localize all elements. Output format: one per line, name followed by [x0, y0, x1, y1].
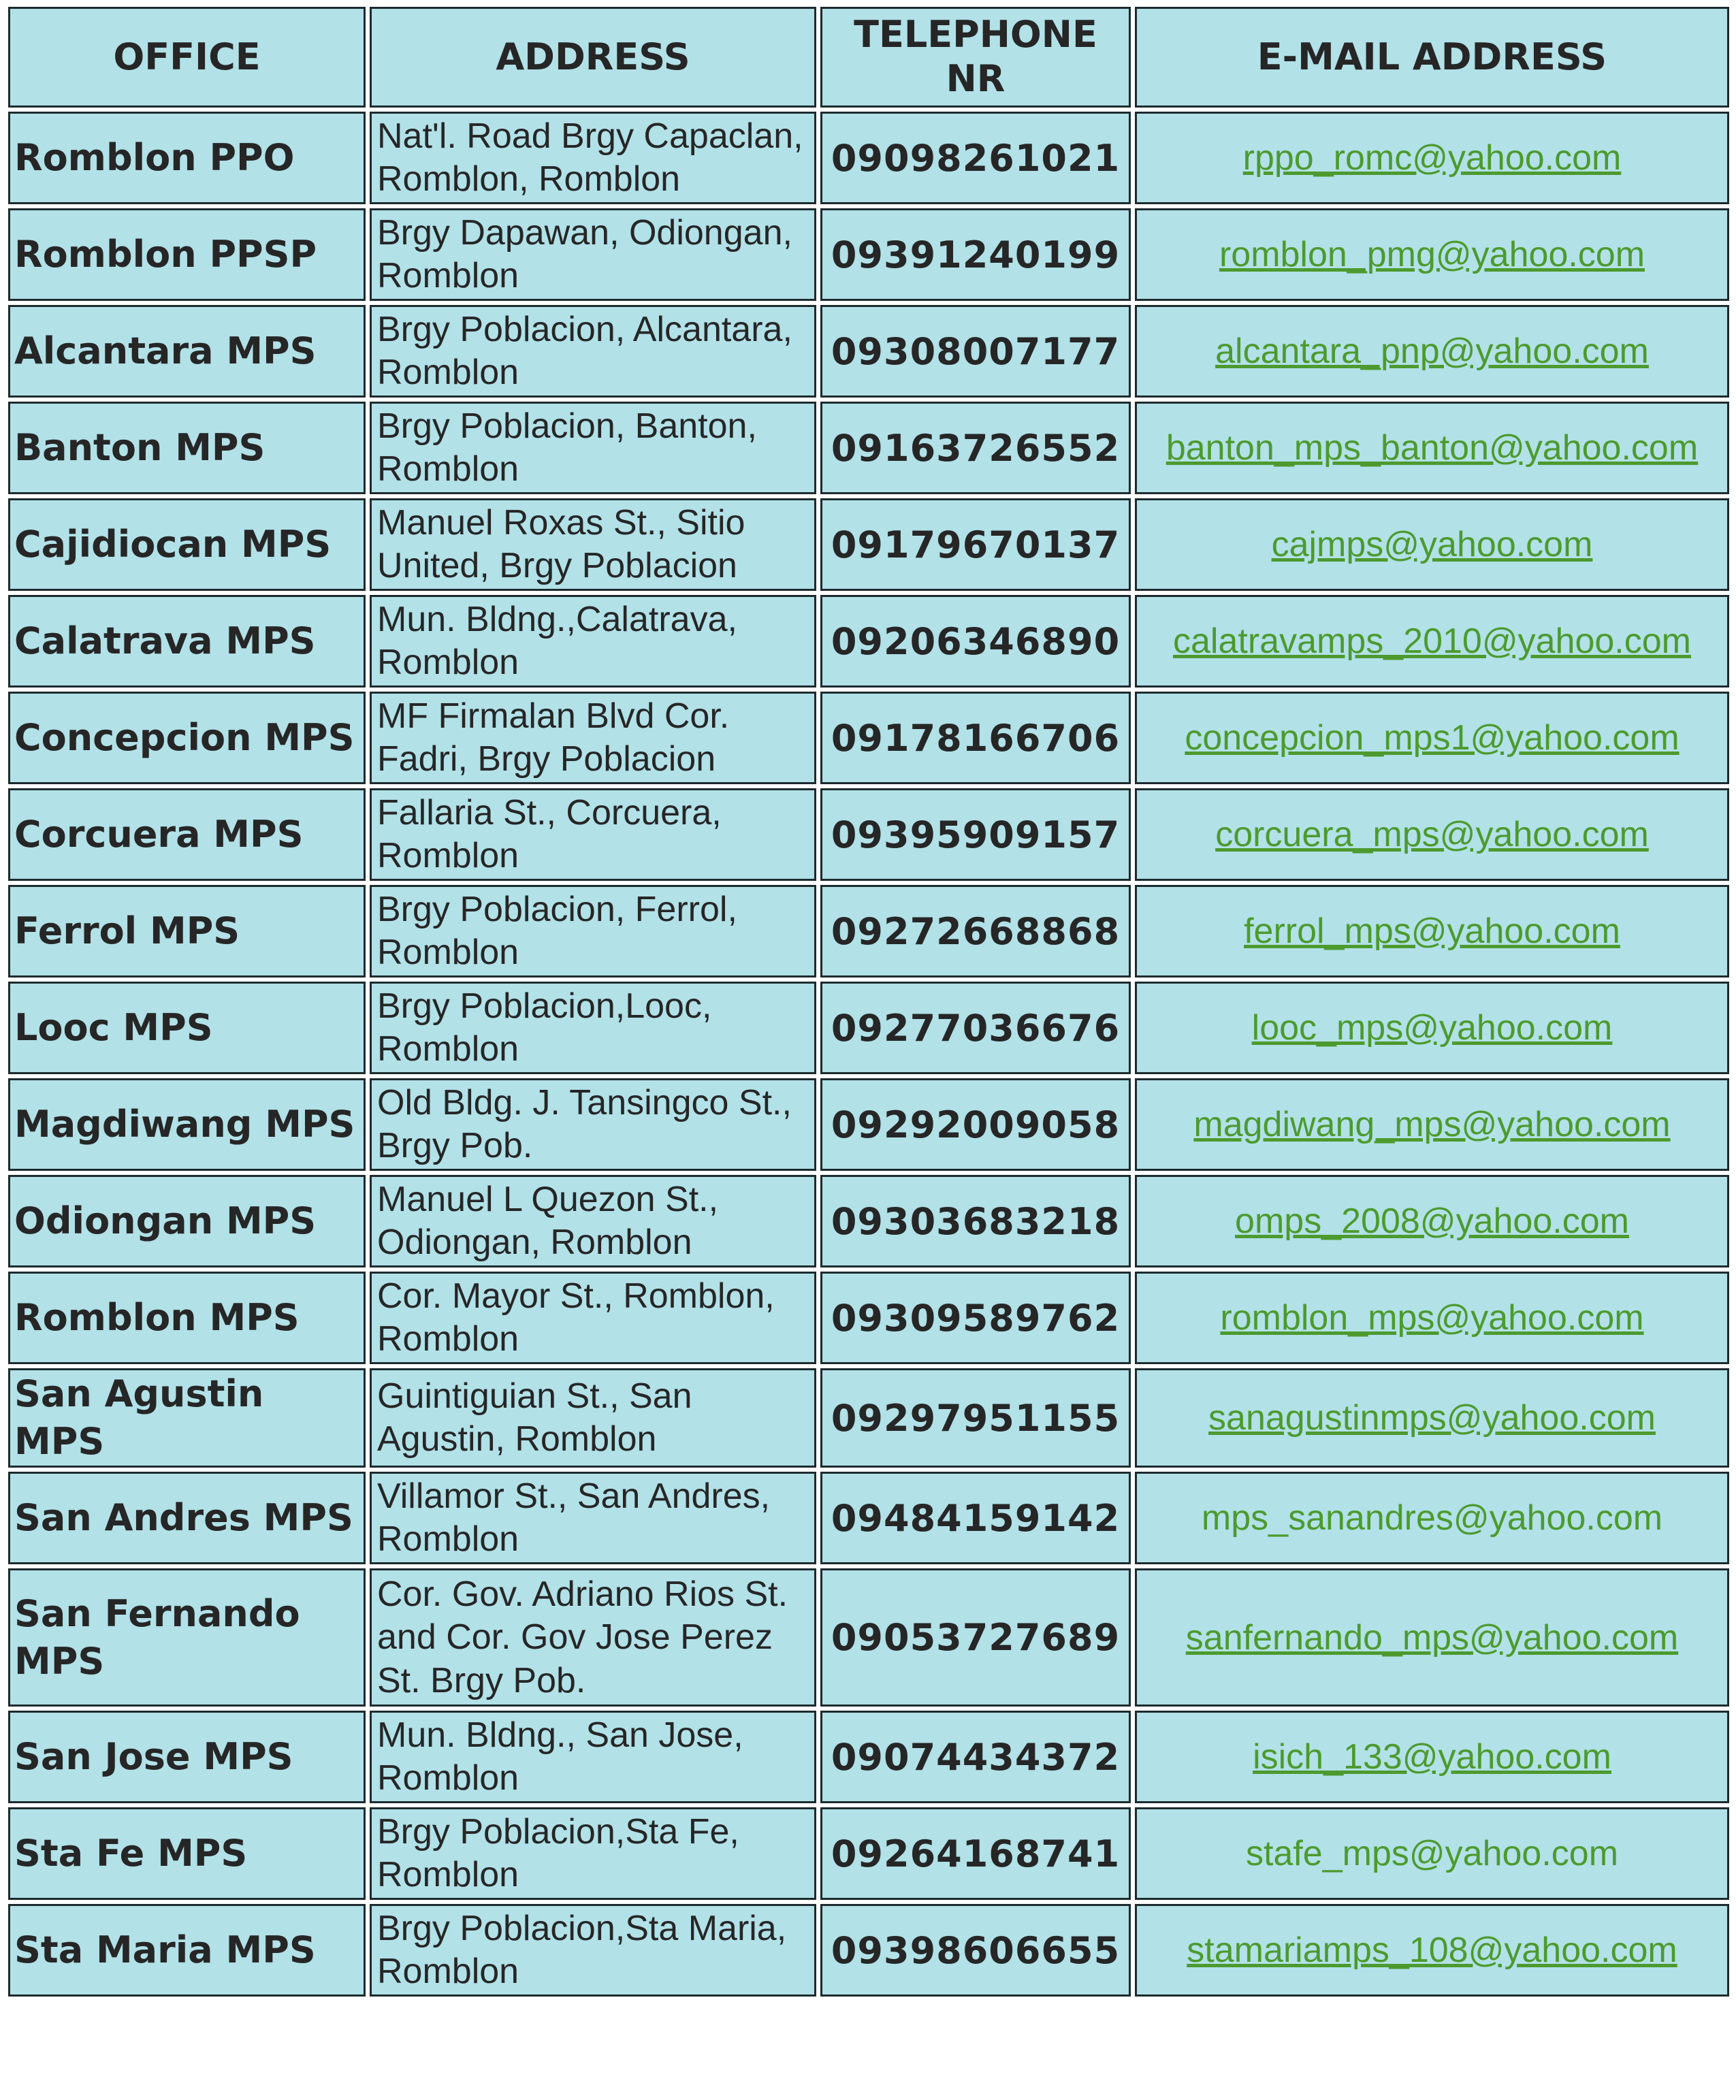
email-cell: [1135, 982, 1729, 1074]
address-cell: Brgy Poblacion,Sta Fe, Romblon: [370, 1807, 816, 1900]
office-name-cell: Magdiwang MPS: [8, 1078, 366, 1171]
telephone-cell: 09391240199: [820, 208, 1131, 301]
telephone-cell: 09303683218: [820, 1175, 1131, 1267]
email-text: stafe_mps@yahoo.com: [1245, 1834, 1619, 1874]
telephone-cell: 09292009058: [820, 1078, 1131, 1171]
telephone-cell: 09098261021: [820, 112, 1131, 204]
email-cell: [1135, 208, 1729, 301]
email-cell: [1135, 1272, 1729, 1364]
office-name-cell: Ferrol MPS: [8, 885, 366, 978]
email-cell: [1135, 305, 1729, 398]
table-row: [8, 1904, 1729, 1997]
address-cell: Brgy Poblacion, Banton, Romblon: [370, 402, 816, 494]
telephone-cell: 09178166706: [820, 692, 1131, 784]
email-cell: [1135, 595, 1729, 688]
table-row: [8, 208, 1729, 301]
email-link[interactable]: omps_2008@yahoo.com: [1235, 1201, 1629, 1241]
email-link[interactable]: magdiwang_mps@yahoo.com: [1193, 1105, 1671, 1144]
office-name-cell: San Fernando MPS: [8, 1568, 366, 1707]
office-name-cell: Odiongan MPS: [8, 1175, 366, 1267]
address-cell: Cor. Gov. Adriano Rios St. and Cor. Gov Jose Perez St. Brgy Pob.: [370, 1568, 816, 1707]
office-name-cell: Sta Maria MPS: [8, 1904, 366, 1997]
table-body: [8, 112, 1729, 1997]
email-cell: [1135, 402, 1729, 494]
email-cell: [1135, 498, 1729, 591]
table-row: [8, 982, 1729, 1074]
email-link[interactable]: sanfernando_mps@yahoo.com: [1185, 1617, 1679, 1658]
table-row: [8, 1568, 1729, 1707]
address-cell: Mun. Bldng.,Calatrava, Romblon: [370, 595, 816, 688]
table-row: [8, 1472, 1729, 1564]
office-name-cell: Looc MPS: [8, 982, 366, 1074]
address-cell: Manuel Roxas St., Sitio United, Brgy Poblacion: [370, 498, 816, 591]
header-email: E-MAIL ADDRESS: [1135, 7, 1729, 108]
email-cell: [1135, 885, 1729, 978]
telephone-cell: 09484159142: [820, 1472, 1131, 1564]
email-cell: [1135, 692, 1729, 784]
directory-table-wrapper: [4, 3, 1733, 2001]
office-name-cell: San Agustin MPS: [8, 1368, 366, 1468]
telephone-cell: 09206346890: [820, 595, 1131, 688]
email-cell: [1135, 1078, 1729, 1171]
office-name-cell: Cajidiocan MPS: [8, 498, 366, 591]
table-row: [8, 885, 1729, 978]
email-link[interactable]: looc_mps@yahoo.com: [1251, 1008, 1613, 1048]
header-office: OFFICE: [8, 7, 366, 108]
table-row: [8, 1368, 1729, 1468]
email-link[interactable]: alcantara_pnp@yahoo.com: [1215, 332, 1649, 371]
table-row: [8, 402, 1729, 494]
telephone-cell: 09163726552: [820, 402, 1131, 494]
email-link[interactable]: calatravamps_2010@yahoo.com: [1173, 621, 1691, 661]
table-row: [8, 595, 1729, 688]
email-link[interactable]: sanagustinmps@yahoo.com: [1208, 1398, 1656, 1438]
office-name-cell: Sta Fe MPS: [8, 1807, 366, 1900]
email-link[interactable]: corcuera_mps@yahoo.com: [1215, 815, 1649, 854]
email-link[interactable]: romblon_mps@yahoo.com: [1220, 1298, 1644, 1338]
table-row: [8, 112, 1729, 204]
address-cell: Brgy Poblacion,Looc, Romblon: [370, 982, 816, 1074]
address-cell: MF Firmalan Blvd Cor. Fadri, Brgy Poblacion: [370, 692, 816, 784]
address-cell: Mun. Bldng., San Jose, Romblon: [370, 1711, 816, 1803]
header-telephone: TELEPHONE NR: [820, 7, 1131, 108]
table-row: [8, 1272, 1729, 1364]
telephone-cell: 09264168741: [820, 1807, 1131, 1900]
email-link[interactable]: rppo_romc@yahoo.com: [1242, 138, 1622, 178]
table-row: [8, 1807, 1729, 1900]
office-name-cell: Romblon PPSP: [8, 208, 366, 301]
address-cell: Old Bldg. J. Tansingco St., Brgy Pob.: [370, 1078, 816, 1171]
address-cell: Cor. Mayor St., Romblon, Romblon: [370, 1272, 816, 1364]
email-cell: [1135, 1711, 1729, 1803]
address-cell: Guintiguian St., San Agustin, Romblon: [370, 1368, 816, 1468]
email-text: mps_sanandres@yahoo.com: [1201, 1498, 1663, 1538]
email-link[interactable]: banton_mps_banton@yahoo.com: [1166, 428, 1699, 468]
email-link[interactable]: ferrol_mps@yahoo.com: [1244, 911, 1620, 951]
email-link[interactable]: stamariamps_108@yahoo.com: [1187, 1931, 1677, 1971]
telephone-cell: 09395909157: [820, 788, 1131, 881]
email-cell: [1135, 1807, 1729, 1900]
telephone-cell: 09272668868: [820, 885, 1131, 978]
telephone-cell: 09179670137: [820, 498, 1131, 591]
telephone-cell: 09309589762: [820, 1272, 1131, 1364]
office-name-cell: Alcantara MPS: [8, 305, 366, 398]
office-name-cell: San Andres MPS: [8, 1472, 366, 1564]
telephone-cell: 09053727689: [820, 1568, 1131, 1707]
table-header-row: [8, 7, 1729, 108]
police-office-directory-table: [4, 3, 1733, 2001]
email-link[interactable]: romblon_pmg@yahoo.com: [1219, 235, 1645, 274]
address-cell: Brgy Dapawan, Odiongan, Romblon: [370, 208, 816, 301]
table-row: [8, 1175, 1729, 1267]
email-link[interactable]: concepcion_mps1@yahoo.com: [1185, 718, 1679, 758]
address-cell: Brgy Poblacion, Ferrol, Romblon: [370, 885, 816, 978]
email-link[interactable]: cajmps@yahoo.com: [1271, 525, 1593, 564]
email-cell: [1135, 1568, 1729, 1707]
table-row: [8, 1711, 1729, 1803]
email-cell: [1135, 1472, 1729, 1564]
office-name-cell: Concepcion MPS: [8, 692, 366, 784]
email-cell: [1135, 1904, 1729, 1997]
table-row: [8, 305, 1729, 398]
email-cell: [1135, 1368, 1729, 1468]
address-cell: Brgy Poblacion, Alcantara, Romblon: [370, 305, 816, 398]
table-row: [8, 498, 1729, 591]
office-name-cell: San Jose MPS: [8, 1711, 366, 1803]
address-cell: Brgy Poblacion,Sta Maria, Romblon: [370, 1904, 816, 1997]
address-cell: Manuel L Quezon St., Odiongan, Romblon: [370, 1175, 816, 1267]
header-address: ADDRESS: [370, 7, 816, 108]
office-name-cell: Romblon MPS: [8, 1272, 366, 1364]
table-row: [8, 692, 1729, 784]
email-cell: [1135, 1175, 1729, 1267]
telephone-cell: 09277036676: [820, 982, 1131, 1074]
address-cell: Villamor St., San Andres, Romblon: [370, 1472, 816, 1564]
address-cell: Nat'l. Road Brgy Capaclan, Romblon, Romblon: [370, 112, 816, 204]
telephone-cell: 09074434372: [820, 1711, 1131, 1803]
table-row: [8, 1078, 1729, 1171]
telephone-cell: 09297951155: [820, 1368, 1131, 1468]
office-name-cell: Romblon PPO: [8, 112, 366, 204]
telephone-cell: 09308007177: [820, 305, 1131, 398]
table-row: [8, 788, 1729, 881]
telephone-cell: 09398606655: [820, 1904, 1131, 1997]
office-name-cell: Banton MPS: [8, 402, 366, 494]
email-link[interactable]: isich_133@yahoo.com: [1253, 1737, 1611, 1777]
office-name-cell: Calatrava MPS: [8, 595, 366, 688]
email-cell: [1135, 788, 1729, 881]
email-cell: [1135, 112, 1729, 204]
address-cell: Fallaria St., Corcuera, Romblon: [370, 788, 816, 881]
office-name-cell: Corcuera MPS: [8, 788, 366, 881]
